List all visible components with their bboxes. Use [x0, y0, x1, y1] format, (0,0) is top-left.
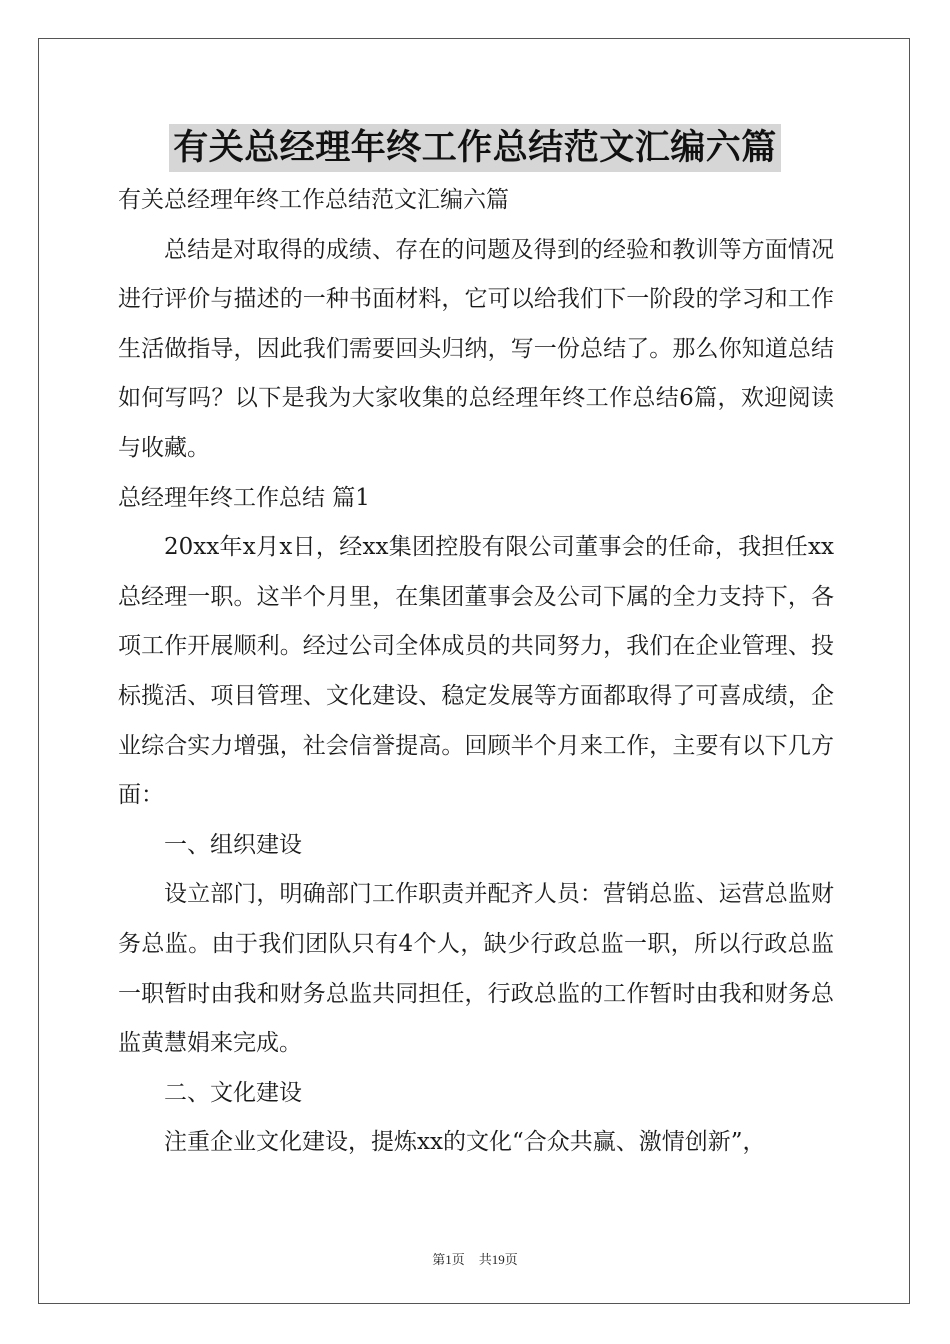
page-number: 第1页 — [432, 1252, 465, 1267]
document-subtitle: 有关总经理年终工作总结范文汇编六篇 — [118, 187, 509, 213]
intro-paragraph: 总结是对取得的成绩、存在的问题及得到的经验和教训等方面情况进行评价与描述的一种书面材料，它可以给我们下一阶段的学习和工作生活做指导，因此我们需要回头归纳，写一份总结了。那么你知道总结如何写吗？以下是我为大家收集的总经理年终工作总结6篇，欢迎阅读与收藏。 — [118, 236, 834, 461]
paragraph-3: 注重企业文化建设，提炼xx的文化“合众共赢、激情创新”， — [164, 1129, 766, 1156]
section-heading: 总经理年终工作总结 篇1 — [118, 484, 370, 511]
document-body — [118, 176, 834, 1168]
page-footer — [0, 1249, 950, 1268]
page-total: 共19页 — [478, 1252, 518, 1267]
paragraph-2: 设立部门，明确部门工作职责并配齐人员：营销总监、运营总监财务总监。由于我们团队只有4个人，缺少行政总监一职，所以行政总监一职暂时由我和财务总监共同担任，行政总监的工作暂时由我和财务总监黄慧娟来完成。 — [118, 881, 834, 1057]
paragraph-1: 20xx年x月x日，经xx集团控股有限公司董事会的任命，我担任xx总经理一职。这半个月里，在集团董事会及公司下属的全力支持下，各项工作开展顺利。经过公司全体成员的共同努力，我们在企业管理、投标揽活、项目管理、文化建设、稳定发展等方面都取得了可喜成绩，企业综合实力增强，社会信誉提高。回顾半个月来工作，主要有以下几方面： — [118, 534, 834, 809]
heading-culture: 二、文化建设 — [164, 1079, 302, 1106]
document-title: 有关总经理年终工作总结范文汇编六篇 — [169, 124, 781, 172]
title-container — [0, 124, 950, 172]
heading-organization: 一、组织建设 — [164, 831, 302, 858]
